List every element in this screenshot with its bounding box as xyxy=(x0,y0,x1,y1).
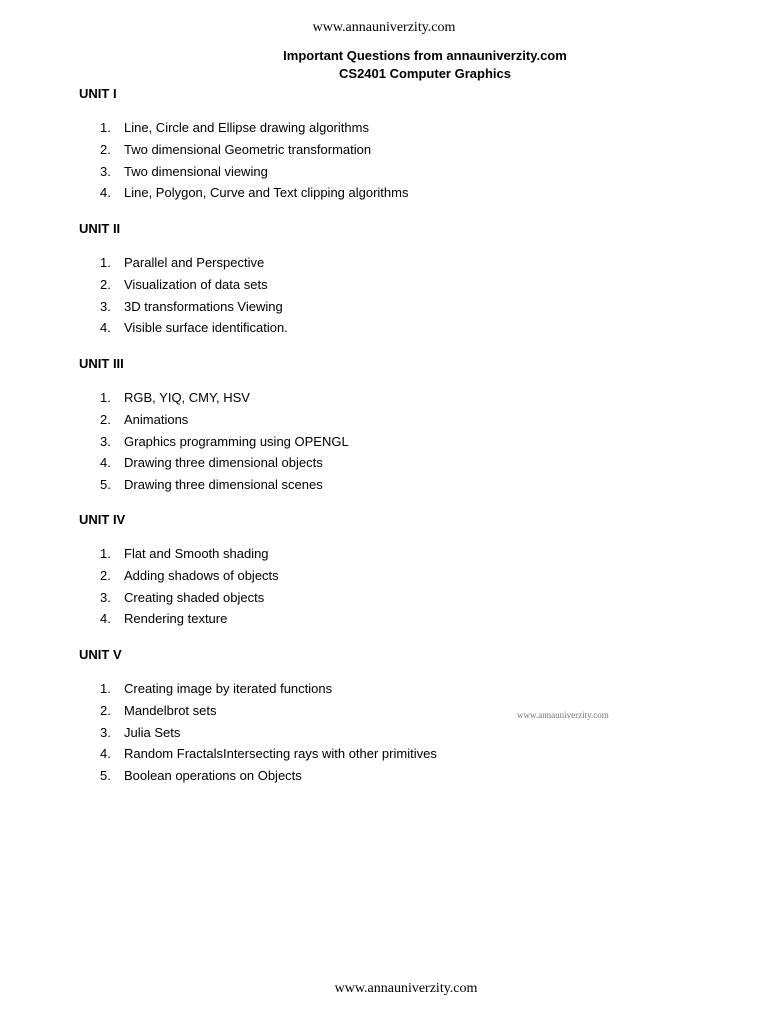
item-text: Drawing three dimensional scenes xyxy=(124,477,323,493)
item-number: 2. xyxy=(100,702,111,718)
unit-heading: UNIT III xyxy=(79,356,124,371)
list-item xyxy=(79,680,679,702)
unit-2-section xyxy=(79,220,679,341)
item-text: Random FractalsIntersecting rays with other primitives xyxy=(124,746,437,762)
item-number: 3. xyxy=(100,724,111,740)
item-text: Line, Polygon, Curve and Text clipping algorithms xyxy=(124,185,409,201)
item-text: RGB, YIQ, CMY, HSV xyxy=(124,390,250,405)
unit-4-section xyxy=(79,511,679,632)
list-item xyxy=(79,476,679,498)
footer-url: www.annauniverzity.com xyxy=(334,981,478,996)
item-text: Creating shaded objects xyxy=(124,589,265,605)
item-text: Line, Circle and Ellipse drawing algorithms xyxy=(124,120,369,135)
unit-1-section xyxy=(79,85,679,206)
item-text: Graphics programming using OPENGL xyxy=(124,433,349,449)
unit-heading: UNIT II xyxy=(79,221,121,236)
title-line-1: Important Questions from annauniverzity.com xyxy=(283,48,567,63)
list-item xyxy=(79,254,679,276)
item-number: 2. xyxy=(100,411,111,427)
list-item xyxy=(79,545,679,567)
item-text: Two dimensional viewing xyxy=(124,163,268,179)
item-text: Flat and Smooth shading xyxy=(124,546,269,561)
list-item xyxy=(79,610,679,632)
item-text: Visible surface identification. xyxy=(124,320,288,336)
list-item xyxy=(79,184,679,206)
item-number: 3. xyxy=(100,433,111,449)
item-number: 4. xyxy=(100,185,111,201)
item-number: 5. xyxy=(100,477,111,493)
unit-heading: UNIT I xyxy=(79,86,117,101)
document-title xyxy=(240,47,610,83)
item-number: 1. xyxy=(100,546,111,561)
list-item xyxy=(79,298,679,320)
list-item xyxy=(79,454,679,476)
item-number: 1. xyxy=(100,255,111,270)
list-item xyxy=(79,589,679,611)
unit-3-section xyxy=(79,355,679,498)
list-item xyxy=(79,119,679,141)
item-number: 3. xyxy=(100,298,111,314)
item-number: 3. xyxy=(100,589,111,605)
item-text: Julia Sets xyxy=(124,724,181,740)
item-number: 4. xyxy=(100,746,111,762)
list-item xyxy=(79,745,679,767)
list-item xyxy=(79,163,679,185)
item-text: Creating image by iterated functions xyxy=(124,681,333,696)
unit-heading: UNIT IV xyxy=(79,512,126,527)
item-text: Adding shadows of objects xyxy=(124,567,279,583)
watermark-text: www.annauniverzity.com xyxy=(517,710,609,720)
item-number: 4. xyxy=(100,455,111,471)
item-text: Visualization of data sets xyxy=(124,276,268,292)
question-list xyxy=(79,389,679,498)
item-number: 4. xyxy=(100,320,111,336)
item-number: 1. xyxy=(100,120,111,135)
item-number: 1. xyxy=(100,390,111,405)
question-list xyxy=(79,680,679,789)
title-line-2: CS2401 Computer Graphics xyxy=(339,66,511,81)
list-item xyxy=(79,433,679,455)
header-url: www.annauniverzity.com xyxy=(312,20,456,35)
list-item xyxy=(79,567,679,589)
list-item xyxy=(79,767,679,789)
item-number: 3. xyxy=(100,163,111,179)
item-text: Mandelbrot sets xyxy=(124,702,217,718)
item-text: Rendering texture xyxy=(124,611,228,627)
item-number: 2. xyxy=(100,141,111,157)
unit-heading: UNIT V xyxy=(79,647,122,662)
item-number: 1. xyxy=(100,681,111,696)
item-number: 5. xyxy=(100,768,111,784)
list-item xyxy=(79,724,679,746)
list-item xyxy=(79,276,679,298)
item-number: 2. xyxy=(100,567,111,583)
item-text: Drawing three dimensional objects xyxy=(124,455,323,471)
list-item xyxy=(79,141,679,163)
item-text: Parallel and Perspective xyxy=(124,255,265,270)
item-text: 3D transformations Viewing xyxy=(124,298,283,314)
item-number: 4. xyxy=(100,611,111,627)
question-list xyxy=(79,119,679,206)
item-text: Animations xyxy=(124,411,189,427)
list-item xyxy=(79,389,679,411)
item-text: Boolean operations on Objects xyxy=(124,768,302,784)
list-item xyxy=(79,411,679,433)
question-list xyxy=(79,254,679,341)
item-text: Two dimensional Geometric transformation xyxy=(124,141,372,157)
item-number: 2. xyxy=(100,276,111,292)
question-list xyxy=(79,545,679,632)
list-item xyxy=(79,319,679,341)
